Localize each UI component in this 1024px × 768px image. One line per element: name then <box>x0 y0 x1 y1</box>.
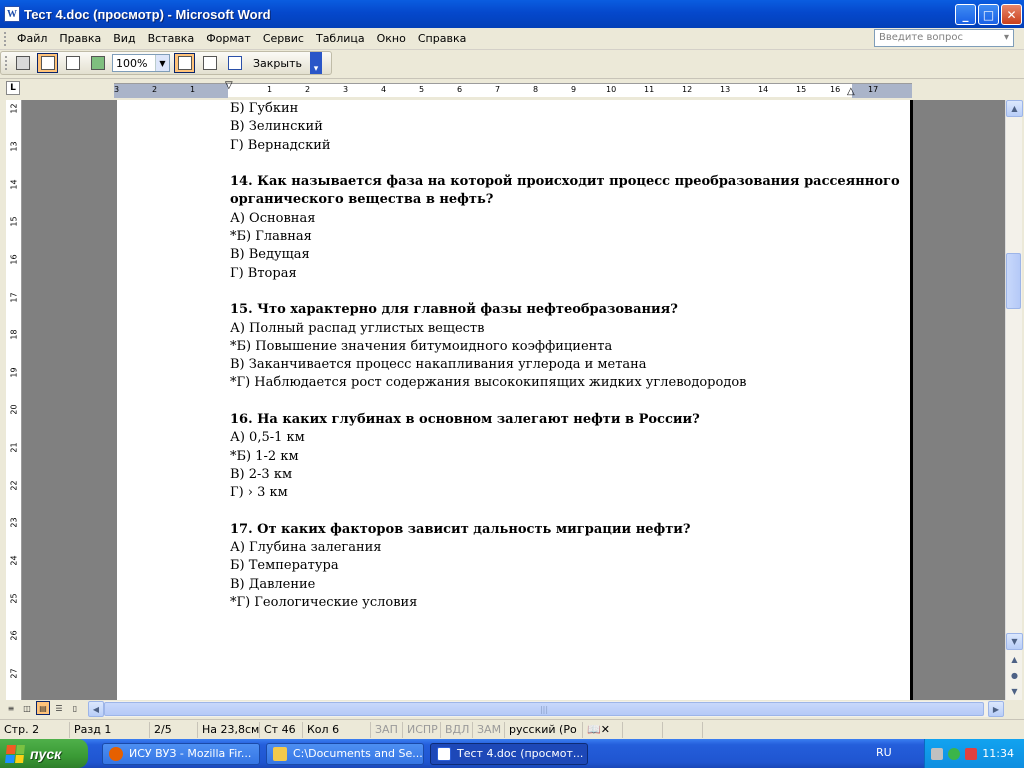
previous-page-button[interactable]: ▲ <box>1011 655 1018 664</box>
ruler-number: 25 <box>9 593 19 604</box>
shrink-to-fit-button[interactable] <box>199 53 220 73</box>
ruler-number: 8 <box>533 85 539 94</box>
answer-option: А) 0,5-1 км <box>230 430 305 446</box>
ruler-left-margin <box>114 84 228 98</box>
scroll-up-button[interactable]: ▲ <box>1006 100 1023 117</box>
answer-option: Г) › 3 км <box>230 485 288 501</box>
word-icon: W <box>4 6 20 22</box>
printer-icon <box>16 56 30 70</box>
answer-option: *Г) Наблюдается рост содержания высококипящих жидких углеводородов <box>230 375 747 391</box>
answer-option: В) 2-3 км <box>230 466 293 482</box>
word-icon <box>437 747 451 761</box>
chevron-down-icon[interactable]: ▾ <box>1003 32 1009 43</box>
system-tray <box>924 739 1024 768</box>
chevron-down-icon[interactable]: ▼ <box>155 55 169 71</box>
multiple-pages-icon <box>91 56 105 70</box>
menu-help[interactable]: Справка <box>417 32 467 45</box>
close-icon: ✕ <box>1006 7 1017 22</box>
answer-option: В) Заканчивается процесс накапливания углерода и метана <box>230 357 647 373</box>
taskbar-item-explorer[interactable] <box>266 743 424 765</box>
language-indicator[interactable]: RU <box>876 746 892 759</box>
toolbar-grip[interactable] <box>4 32 7 46</box>
full-screen-icon <box>228 56 242 70</box>
doc-line <box>230 283 900 301</box>
ruler-number: 15 <box>796 85 807 94</box>
scroll-right-button[interactable]: ▶ <box>988 701 1004 717</box>
status-section: Разд 1 <box>70 722 150 738</box>
question-heading: 17. От каких факторов зависит дальность миграции нефти? <box>230 521 691 537</box>
magnifier-icon <box>41 56 55 70</box>
taskbar-item-label: C:\Documents and Se... <box>293 747 423 760</box>
ruler-number: 15 <box>9 216 19 227</box>
ruler-number: 3 <box>343 85 349 94</box>
question-heading: 14. Как называется фаза на которой происходит процесс преобразования рассеянного <box>230 174 900 190</box>
ruler-number: 23 <box>9 517 19 528</box>
zoom-select[interactable] <box>112 54 170 72</box>
answer-option: В) Ведущая <box>230 247 310 263</box>
status-overtype[interactable]: ЗАМ <box>473 722 505 738</box>
answer-option: *Б) 1-2 км <box>230 448 299 464</box>
taskbar-item-firefox[interactable] <box>102 743 260 765</box>
doc-line <box>230 393 900 411</box>
spelling-status-icon[interactable]: 📖✕ <box>583 722 623 738</box>
ask-question-input[interactable] <box>874 29 1014 47</box>
ruler-number: 11 <box>644 85 655 94</box>
ruler-number: 13 <box>9 141 19 152</box>
status-line: Ст 46 <box>260 722 303 738</box>
shrink-to-fit-icon <box>203 56 217 70</box>
menu-file[interactable]: Файл <box>17 32 48 45</box>
ruler-number: 4 <box>381 85 387 94</box>
minimize-icon: _ <box>962 7 969 22</box>
ruler-number: 17 <box>868 85 879 94</box>
window-title: Тест 4.doc (просмотр) - Microsoft Word <box>24 6 271 22</box>
ruler-number: 9 <box>571 85 577 94</box>
vertical-scroll-thumb[interactable] <box>1006 253 1021 309</box>
print-preview-toolbar <box>0 51 332 75</box>
maximize-icon: □ <box>982 7 995 22</box>
maximize-button[interactable] <box>978 4 999 25</box>
ruler-number: 22 <box>9 480 19 491</box>
ruler-number: 6 <box>457 85 463 94</box>
start-button[interactable] <box>0 739 88 768</box>
view-buttons <box>4 701 82 715</box>
horizontal-ruler[interactable] <box>114 80 912 97</box>
answer-option: Б) Температура <box>230 558 339 574</box>
menu-table[interactable]: Таблица <box>315 32 365 45</box>
toolbar-grip[interactable] <box>5 56 8 70</box>
question-heading: 16. На каких глубинах в основном залегают нефти в России? <box>230 412 700 428</box>
ruler-number: 10 <box>606 85 617 94</box>
one-page-button[interactable] <box>62 53 83 73</box>
ruler-icon <box>178 56 192 70</box>
ruler-right-margin <box>852 84 912 98</box>
answer-option: А) Основная <box>230 210 316 226</box>
question-heading: органического вещества в нефть? <box>230 192 494 208</box>
normal-view-icon[interactable]: ≡ <box>7 703 15 713</box>
menu-format[interactable]: Формат <box>206 32 251 45</box>
menu-window[interactable]: Окно <box>376 32 406 45</box>
doc-line: В) Зелинский <box>230 119 323 135</box>
ruler-number: 14 <box>758 85 769 94</box>
status-page: Стр. 2 <box>0 722 70 738</box>
status-position: На 23,8см <box>198 722 260 738</box>
scroll-left-button[interactable]: ◀ <box>88 701 104 717</box>
vertical-ruler[interactable] <box>6 100 22 700</box>
status-track-changes[interactable]: ИСПР <box>403 722 441 738</box>
ruler-number: 20 <box>9 404 19 415</box>
status-language: русский (Ро <box>505 722 583 738</box>
clock[interactable]: 11:34 <box>982 747 1014 760</box>
answer-option: Г) Вторая <box>230 265 297 281</box>
ask-question-placeholder: Введите вопрос <box>879 32 963 43</box>
horizontal-scroll-thumb[interactable]: ||| <box>104 702 984 716</box>
ruler-number: 27 <box>9 668 19 679</box>
doc-line <box>230 503 900 521</box>
taskbar <box>0 739 1024 768</box>
doc-line <box>230 155 900 173</box>
reading-layout-view-icon[interactable]: ▯ <box>72 703 78 713</box>
doc-line: Б) Губкин <box>230 101 299 116</box>
windows-logo-icon <box>5 745 25 763</box>
print-layout-view-icon[interactable]: ▤ <box>36 701 50 715</box>
ruler-number: 17 <box>9 292 19 303</box>
ruler-number: 12 <box>9 103 19 114</box>
taskbar-item-label: Тест 4.doc (просмот... <box>457 747 584 760</box>
right-indent-marker[interactable]: △ <box>847 86 855 97</box>
print-button[interactable] <box>12 53 33 73</box>
ruler-number: 21 <box>9 442 19 453</box>
ruler-number: 16 <box>830 85 841 94</box>
web-layout-view-icon[interactable]: ◫ <box>23 703 31 713</box>
menu-bar <box>0 28 1024 50</box>
status-empty-1 <box>623 722 663 738</box>
status-extend[interactable]: ВДЛ <box>441 722 473 738</box>
document-text[interactable] <box>230 100 900 612</box>
ruler-number: 5 <box>419 85 425 94</box>
tab-selector-button[interactable]: L <box>6 81 20 95</box>
first-line-indent-marker[interactable]: ▽ <box>225 80 233 91</box>
status-bar <box>0 719 1024 739</box>
menu-insert[interactable]: Вставка <box>147 32 195 45</box>
folder-icon <box>273 747 287 761</box>
toolbar-options-icon[interactable]: ▾ <box>310 52 322 74</box>
security-alert-icon[interactable] <box>965 748 977 760</box>
doc-line: Г) Вернадский <box>230 137 331 153</box>
menu-view[interactable]: Вид <box>113 32 136 45</box>
ruler-number: 14 <box>9 179 19 190</box>
ruler-number: 7 <box>495 85 501 94</box>
zoom-value: 100% <box>116 56 148 70</box>
firefox-icon <box>109 747 123 761</box>
answer-option: *Г) Геологические условия <box>230 595 418 611</box>
answer-option: В) Давление <box>230 576 316 592</box>
ruler-number: 18 <box>9 329 19 340</box>
magnifier-button[interactable] <box>37 53 58 73</box>
ruler-number: 26 <box>9 630 19 641</box>
outline-view-icon[interactable]: ☰ <box>55 703 63 713</box>
scroll-down-button[interactable]: ▼ <box>1006 633 1023 650</box>
vertical-scrollbar[interactable] <box>1005 100 1022 700</box>
full-screen-button[interactable] <box>224 53 245 73</box>
ruler-number: 16 <box>9 254 19 265</box>
answer-option: А) Полный распад углистых веществ <box>230 320 485 336</box>
minimize-button[interactable] <box>955 4 976 25</box>
network-icon[interactable] <box>931 748 943 760</box>
ruler-number: 1 <box>190 85 196 94</box>
select-browse-object-button[interactable]: ● <box>1011 671 1018 680</box>
taskbar-item-label: ИСУ ВУЗ - Mozilla Fir... <box>129 747 252 760</box>
ruler-number: 2 <box>305 85 311 94</box>
ruler-number: 12 <box>682 85 693 94</box>
view-ruler-button[interactable] <box>174 53 195 73</box>
antivirus-icon[interactable] <box>948 748 960 760</box>
multiple-pages-button[interactable] <box>87 53 108 73</box>
status-empty-2 <box>663 722 703 738</box>
status-record-macro[interactable]: ЗАП <box>371 722 403 738</box>
question-heading: 15. Что характерно для главной фазы нефтеобразования? <box>230 302 678 318</box>
status-page-count: 2/5 <box>150 722 198 738</box>
ruler-number: 19 <box>9 367 19 378</box>
answer-option: *Б) Повышение значения битумоидного коэффициента <box>230 338 613 354</box>
ruler-number: 3 <box>114 85 120 94</box>
menu-edit[interactable]: Правка <box>59 32 102 45</box>
start-label: пуск <box>30 745 62 762</box>
menu-tools[interactable]: Сервис <box>262 32 304 45</box>
close-preview-button[interactable]: Закрыть <box>253 56 302 70</box>
ruler-number: 13 <box>720 85 731 94</box>
next-page-button[interactable]: ▼ <box>1011 687 1018 696</box>
answer-option: А) Глубина залегания <box>230 540 382 556</box>
answer-option: *Б) Главная <box>230 229 312 245</box>
taskbar-item-word[interactable] <box>430 743 588 765</box>
ruler-number: 24 <box>9 555 19 566</box>
ruler-number: 1 <box>267 85 273 94</box>
status-column: Кол 6 <box>303 722 371 738</box>
title-bar[interactable] <box>0 0 1024 28</box>
one-page-icon <box>66 56 80 70</box>
ruler-number: 2 <box>152 85 158 94</box>
close-button[interactable] <box>1001 4 1022 25</box>
